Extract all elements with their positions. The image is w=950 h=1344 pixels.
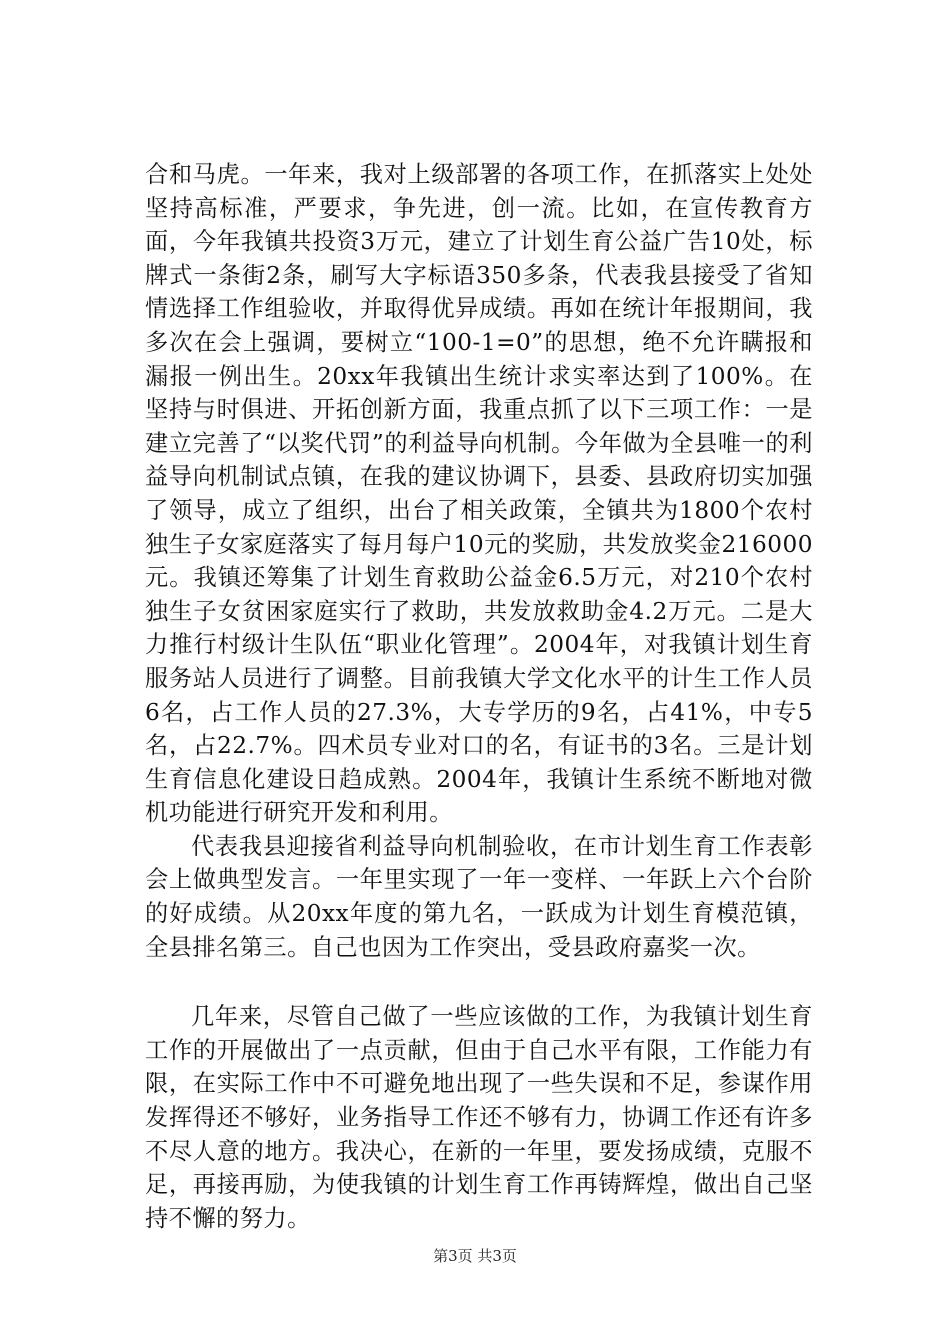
paragraph-gap bbox=[145, 964, 813, 1000]
page-footer: 第3页 共3页 bbox=[433, 1247, 517, 1265]
document-body bbox=[145, 158, 813, 1235]
paragraph-2: 代表我县迎接省利益导向机制验收，在市计划生育工作表彰会上做典型发言。一年里实现了一年一变样、一年跃上六个台阶的好成绩。从20xx年度的第九名，一跃成为计划生育模范镇，全县排名第三。自己也因为工作突出，受县政府嘉奖一次。 bbox=[145, 832, 813, 961]
paragraph-1: 合和马虎。一年来，我对上级部署的各项工作，在抓落实上处处坚持高标准，严要求，争先进，创一流。比如，在宣传教育方面，今年我镇共投资3万元，建立了计划生育公益广告10处，标牌式一条街2条，刷写大字标语350多条，代表我县接受了省知情选择工作组验收，并取得优异成绩。再如在统计年报期间，我多次在会上强调，要树立“100-1=0”的思想，绝不允许瞒报和漏报一例出生。20xx年我镇出生统计求实率达到了100%。在坚持与时俱进、开拓创新方面，我重点抓了以下三项工作：一是建立完善了“以奖代罚”的利益导向机制。今年做为全县唯一的利益导向机制试点镇，在我的建议协调下，县委、县政府切实加强了领导，成立了组织，出台了相关政策，全镇共为1800个农村独生子女家庭落实了每月每户10元的奖励，共发放奖金216000元。我镇还筹集了计划生育救助公益金6.5万元，对210个农村独生子女贫困家庭实行了救助，共发放救助金4.2万元。二是大力推行村级计生队伍“职业化管理”。2004年，对我镇计划生育服务站人员进行了调整。目前我镇大学文化水平的计生工作人员6名，占工作人员的27.3%，大专学历的9名，占41%，中专5名，占22.7%。四术员专业对口的名，有证书的3名。三是计划生育信息化建设日趋成熟。2004年，我镇计生系统不断地对微机功能进行研究开发和利用。 bbox=[145, 161, 813, 827]
paragraph-3: 几年来，尽管自己做了一些应该做的工作，为我镇计划生育工作的开展做出了一点贡献，但由于自己水平有限，工作能力有限，在实际工作中不可避免地出现了一些失误和不足，参谋作用发挥得还不够好，业务指导工作还不够有力，协调工作还有许多不尽人意的地方。我决心，在新的一年里，要发扬成绩，克服不足，再接再励，为使我镇的计划生育工作再铸辉煌，做出自己坚持不懈的努力。 bbox=[145, 1003, 813, 1232]
